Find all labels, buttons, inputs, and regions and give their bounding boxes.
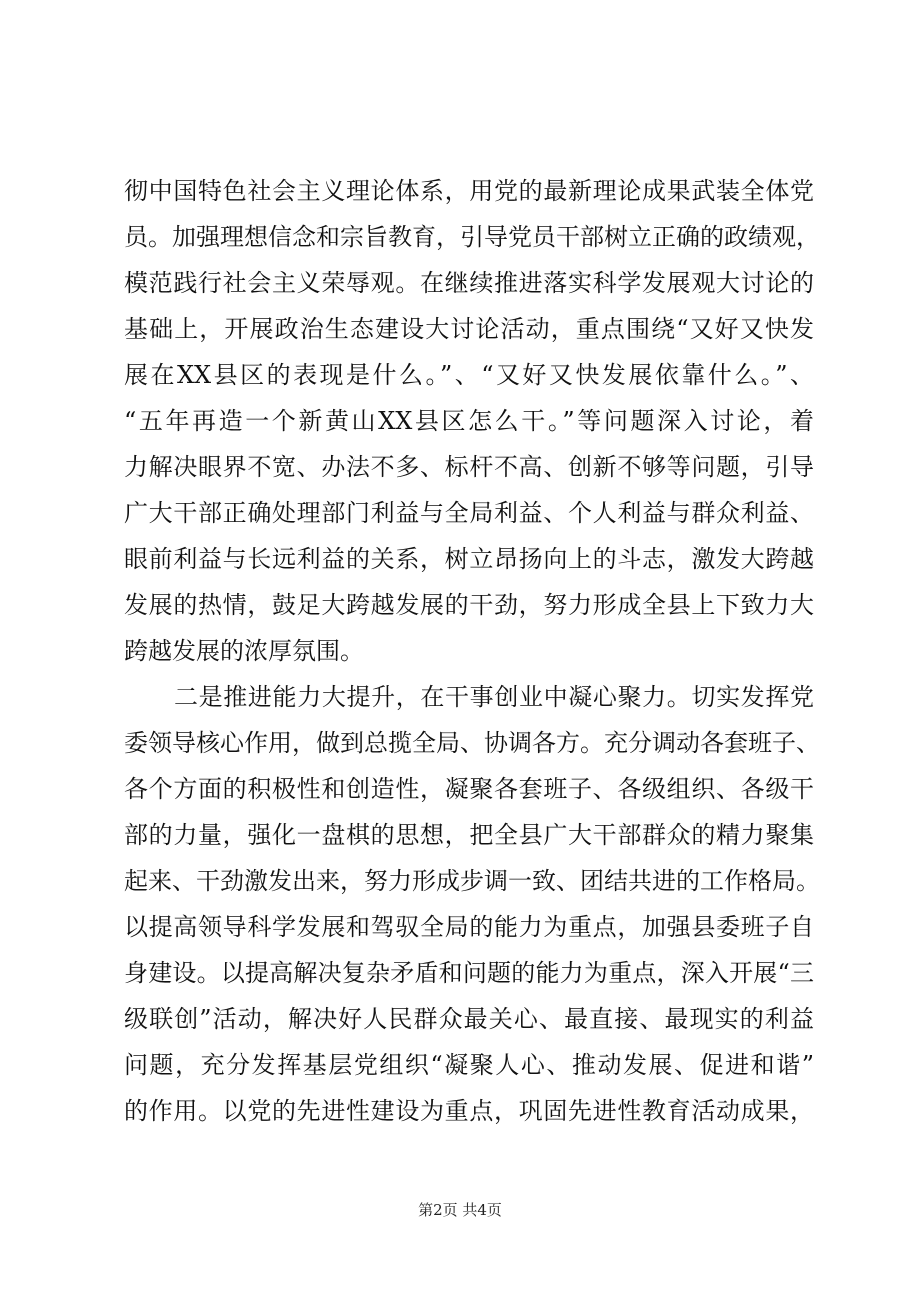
- paragraph-line: 彻中国特色社会主义理论体系，用党的最新理论成果武装全体党: [124, 177, 814, 205]
- paragraph-line: 展在XX县区的表现是什么。”、“又好又快发展依靠什么。”、: [124, 361, 814, 389]
- paragraph-line: 广大干部正确处理部门利益与全局利益、个人利益与群众利益、: [124, 499, 814, 527]
- paragraph-line: 委领导核心作用，做到总揽全局、协调各方。充分调动各套班子、: [124, 729, 820, 757]
- paragraph-line: 力解决眼界不宽、办法不多、标杆不高、创新不够等问题，引导: [124, 453, 814, 481]
- paragraph-line: 二是推进能力大提升，在干事创业中凝心聚力。切实发挥党: [174, 683, 814, 711]
- paragraph-line: 眼前利益与长远利益的关系，树立昂扬向上的斗志，激发大跨越: [124, 545, 814, 573]
- paragraph-line: 的作用。以党的先进性建设为重点，巩固先进性教育活动成果，: [124, 1097, 814, 1125]
- paragraph-line: 跨越发展的浓厚氛围。: [124, 637, 364, 665]
- paragraph-line: 起来、干劲激发出来，努力形成步调一致、团结共进的工作格局。: [124, 867, 820, 895]
- paragraph-line: 问题，充分发挥基层党组织“凝聚人心、推动发展、促进和谐”: [124, 1051, 814, 1079]
- paragraph-line: 基础上，开展政治生态建设大讨论活动，重点围绕“又好又快发: [124, 315, 814, 343]
- paragraph-line: 模范践行社会主义荣辱观。在继续推进落实科学发展观大讨论的: [124, 269, 814, 297]
- paragraph-line: 各个方面的积极性和创造性，凝聚各套班子、各级组织、各级干: [124, 775, 814, 803]
- paragraph-line: 发展的热情，鼓足大跨越发展的干劲，努力形成全县上下致力大: [124, 591, 814, 619]
- paragraph-line: 以提高领导科学发展和驾驭全局的能力为重点，加强县委班子自: [124, 913, 814, 941]
- paragraph-line: 员。加强理想信念和宗旨教育，引导党员干部树立正确的政绩观，: [124, 223, 820, 251]
- paragraph-line: 级联创”活动，解决好人民群众最关心、最直接、最现实的利益: [124, 1005, 814, 1033]
- paragraph-line: 部的力量，强化一盘棋的思想，把全县广大干部群众的精力聚集: [124, 821, 814, 849]
- paragraph-line: “五年再造一个新黄山XX县区怎么干。”等问题深入讨论，着: [124, 407, 814, 435]
- page-number-footer: 第2页 共4页: [418, 1201, 502, 1219]
- paragraph-line: 身建设。以提高解决复杂矛盾和问题的能力为重点，深入开展“三: [124, 959, 814, 987]
